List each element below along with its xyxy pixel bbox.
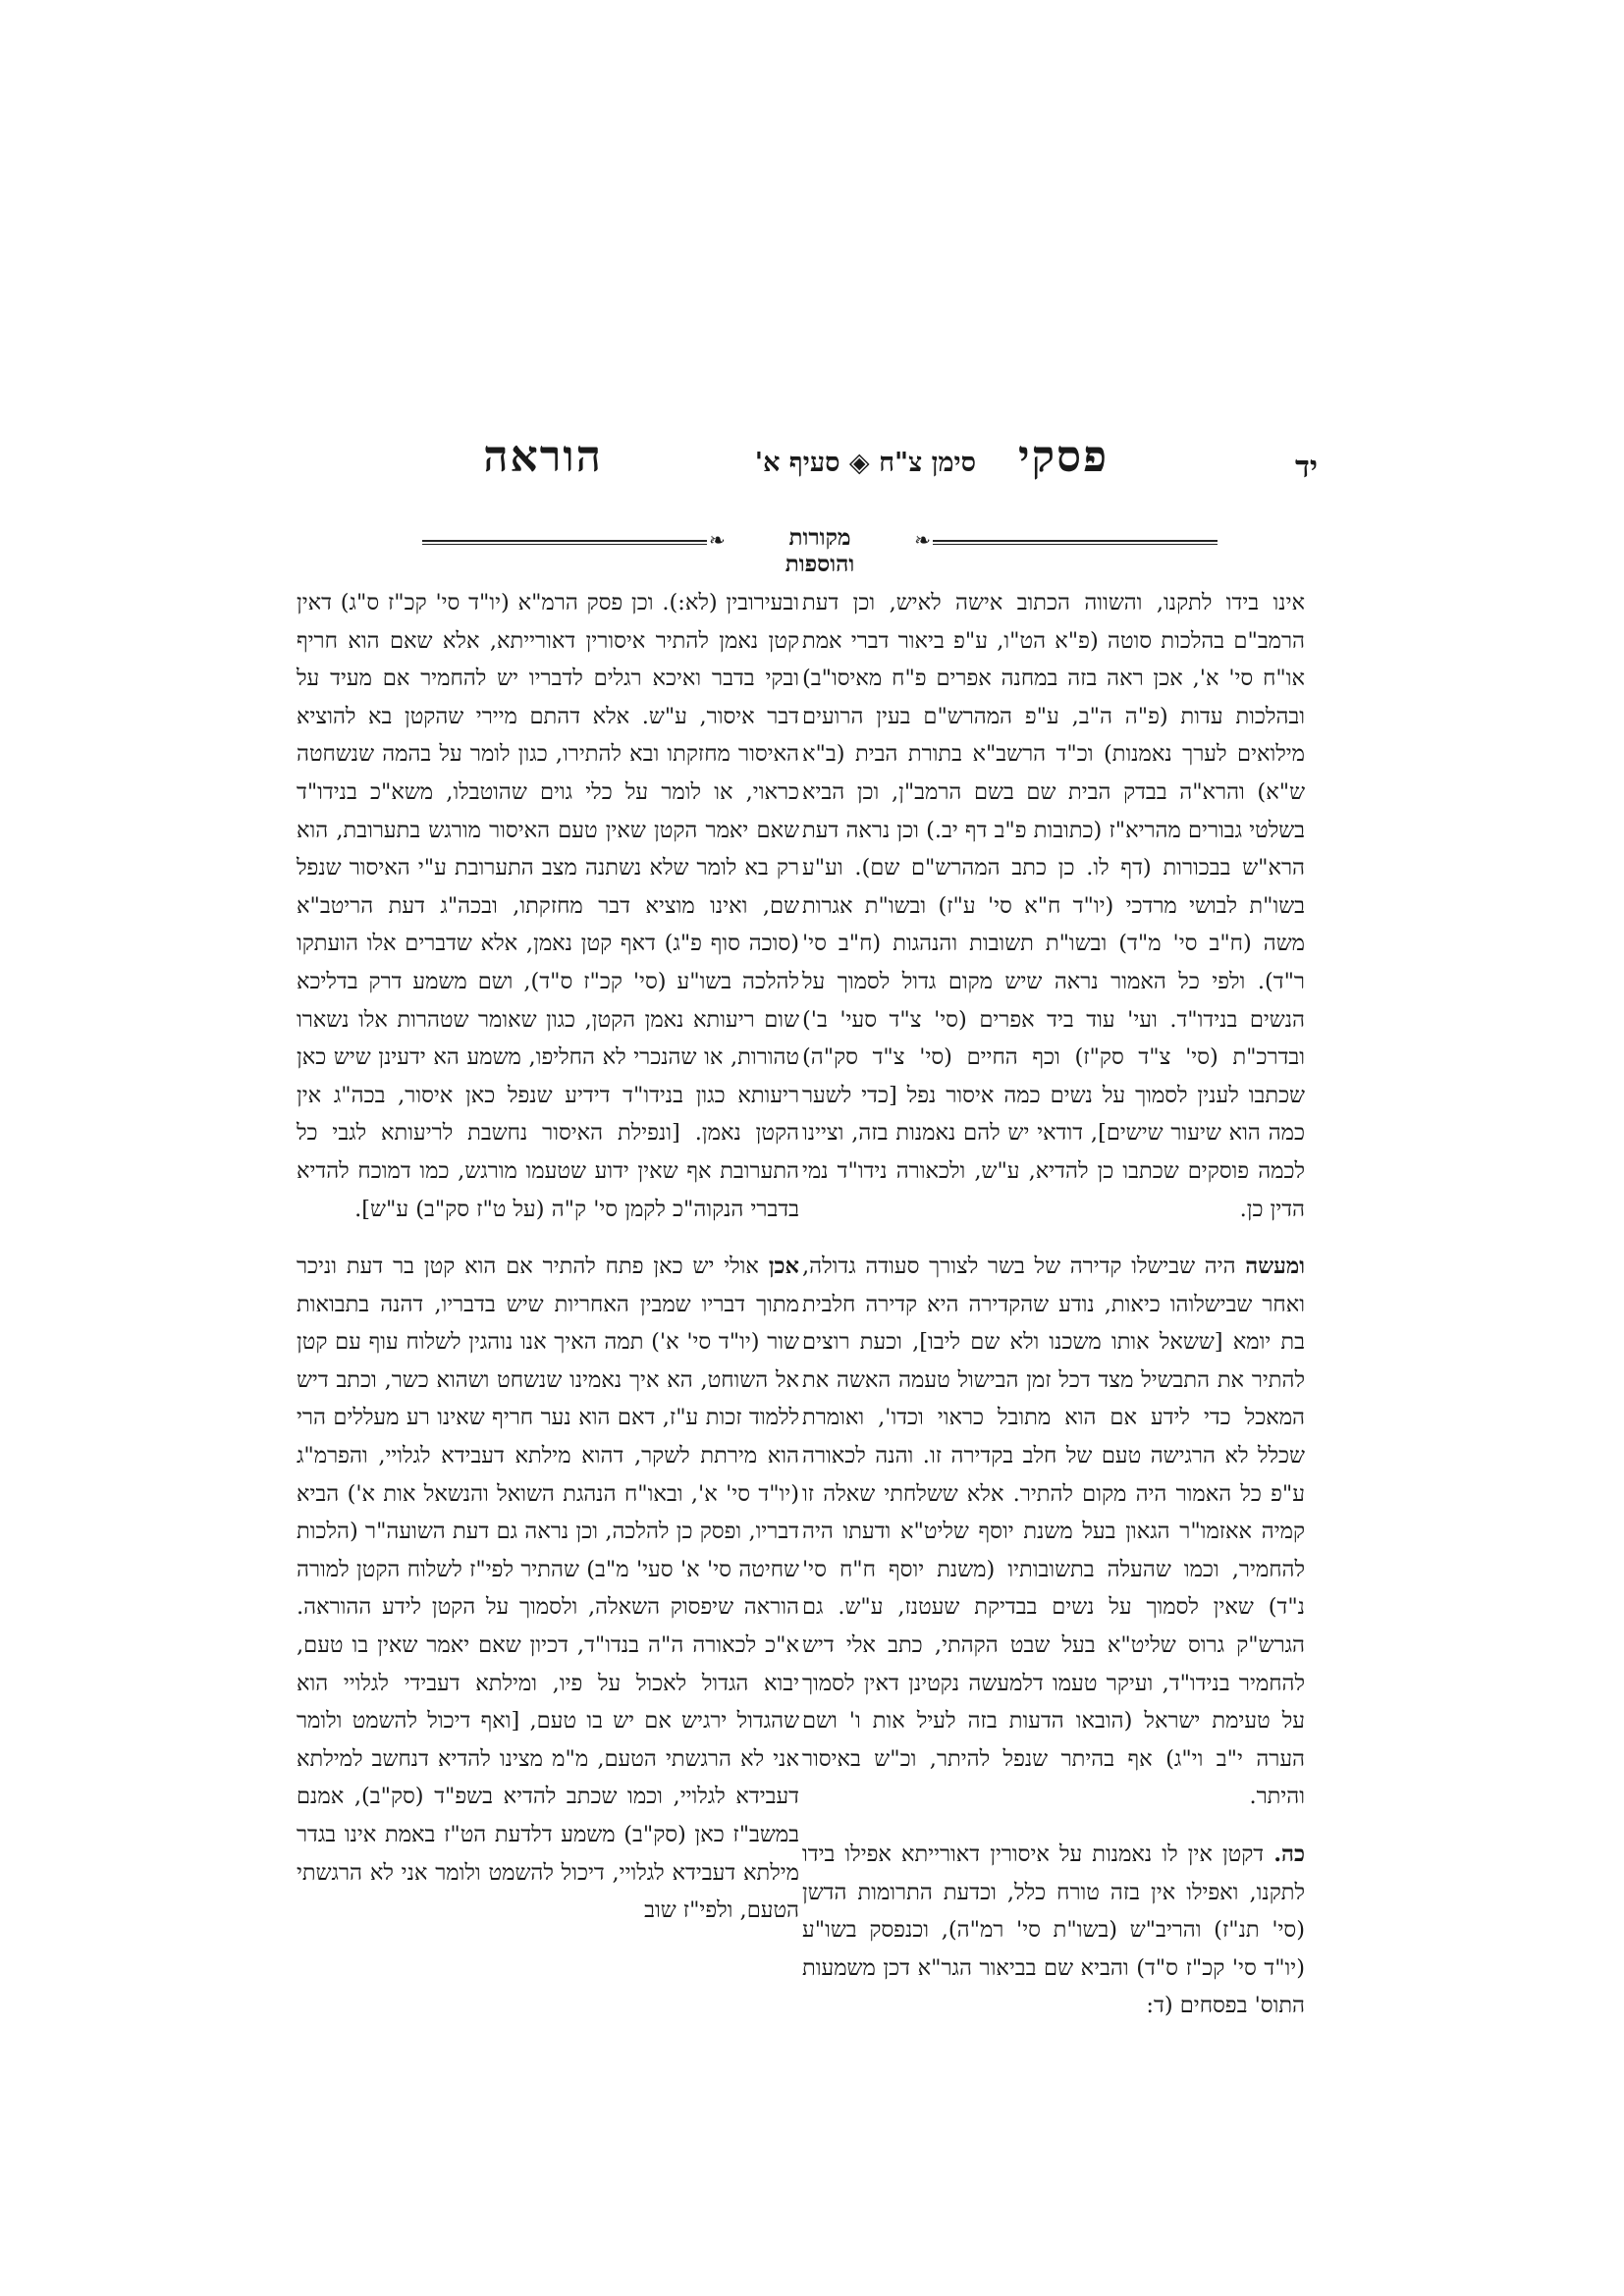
paragraph-body: אולי יש כאן פתח להתיר אם הוא קטן בר דעת וניכר מתוך דבריו שמבין האחריות שיש בדבריו, דהנה בתבואות שור (יו"ד סי' א') תמה האיך אנו נוהגין לשלוח עוף עם קטן אל השוחט, הא איך נאמינו שנשחט ושהוא כשר, וכתב דיש ללמוד זכות ע"ז, דאם הוא נער חריף שאינו רע מעללים הרי הוא מירתת לשקר, דהוא מילתא דעבידא לגלויי, והפרמ"ג (יו"ד סי' א', ובאו"ח הנהגת השואל והנשאל אות א') הביא דבריו, ופסק כן להלכה, וכן נראה גם דעת השועה"ר (הלכות שחיטה סי' א' סעי' מ"ב) שהתיר לפי"ז לשלוח הקטן למורה הוראה שיפסוק השאלה, ולסמוך על הקטן לידע ההוראה. א"כ לכאורה ה"ה בנדו"ד, דכיון שאם יאמר שאין בו טעם, יבוא הגדול לאכול על פיו, ומילתא דעבידי לגלויי הוא שהגדול ירגיש אם יש בו טעם, [ואף דיכול להשמט ולומר אני לא הרגשתי הטעם, מ"מ מצינו להדיא דנחשב למילתא דעבידא לגלויי, וכמו שכתב להדיא בשפ"ד (סק"ב), אמנם במשב"ז כאן (סק"ב) משמע דלדעת הט"ז באמת אינו בגדר מילתא דעבידא לגלויי, דיכול להשמט ולומר אני לא הרגשתי הטעם, ולפי"ז שוב xyxy=(297,1254,799,1924)
header-rule-right xyxy=(933,540,1218,545)
right-paragraph-2 xyxy=(802,1248,1305,1816)
left-paragraph-1: ובעירובין (לא:). וכן פסק הרמ"א (יו"ד סי' קכ"ז ס"ג) דאין קטן נאמן להתיר איסורין דאורייתא, אלא שאם הוא חריף ובקי בדבר ואיכא רגלים לדבריו יש להחמיר אם מעיד על דבר איסור, ע"ש. אלא דהתם מיירי שהקטן בא להוציא האיסור מחזקתו ובא להתירו, כגון לומר על בהמה שנשחטה כראוי, או לומר על כלי גוים שהוטבלו, משא"כ בנידו"ד שאם יאמר הקטן שאין טעם האיסור מורגש בתערובת, הוא רק בא לומר שלא נשתנה מצב התערובת ע"י האיסור שנפל שם, ואינו מוציא דבר מחזקתו, ובכה"ג דעת הריטב"א (סוכה סוף פ"ג) דאף קטן נאמן, אלא שדברים אלו הועתקו להלכה בשו"ע (סי' קכ"ז ס"ד), ושם משמע דרק בדליכא שום ריעותא נאמן הקטן, כגון שאומר שטהרות אלו נשארו טהורות, או שהנכרי לא החליפו, משמע הא ידעינן שיש כאן ריעותא כגון בנידו"ד דידיע שנפל כאן איסור, בכה"ג אין הקטן נאמן. [ונפילת האיסור נחשבת לריעותא לגבי כל התערובת אף שאין ידוע שטעמו מורגש, כמו דמוכח להדיא בדברי הנקוה"כ לקמן סי' ק"ה (על ט"ז סק"ב) ע"ש]. xyxy=(297,590,799,1222)
right-paragraph-1: אינו בידו לתקנו, והשווה הכתוב אישה לאיש, וכן דעת הרמב"ם בהלכות סוטה (פ"א הט"ו, ע"פ ביאור דברי אמת או"ח סי' א', אכן ראה בזה במחנה אפרים פ"ח מאיסו"ב) ובהלכות עדות (פ"ה ה"ב, ע"פ המהרש"ם בעין הרועים מילואים לערך נאמנות) וכ"ד הרשב"א בתורת הבית (ב"א ש"א) והרא"ה בבדק הבית שם בשם הרמב"ן, וכן הביא בשלטי גבורים מהריא"ז (כתובות פ"ב דף יב.) וכן נראה דעת הרא"ש בבכורות (דף לו. כן כתב המהרש"ם שם). וע"ע בשו"ת לבושי מרדכי (יו"ד ח"א סי' ע"ז) ובשו"ת אגרות משה (ח"ב סי' מ"ד) ובשו"ת תשובות והנהגות (ח"ב סי' ר"ד). ולפי כל האמור נראה שיש מקום גדול לסמוך על הנשים בנידו"ד. ועי' עוד ביד אפרים (סי' צ"ד סעי' ב') ובדרכ"ת (סי' צ"ד סק"ז) וכף החיים (סי' צ"ד סק"ה) שכתבו לענין לסמוך על נשים כמה איסור נפל [כדי לשער כמה הוא שיעור שישים], דודאי יש להם נאמנות בזה, וציינו לכמה פוסקים שכתבו כן להדיא, ע"ש, ולכאורה נידו"ד נמי הדין כן. xyxy=(802,590,1305,1222)
ornament-icon: ❧ xyxy=(709,528,726,552)
paragraph-lead: אכן xyxy=(768,1254,799,1280)
paragraph-body: דקטן אין לו נאמנות על איסורין דאורייתא אפילו בידו לתקנו, ואפילו אין בזה טורח כלל, וכדעת התרומות הדשן (סי' תנ"ז) והריב"ש (בשו"ת סי' רמ"ה), וכנפסק בשו"ע (יו"ד סי' קכ"ז ס"ד) והביא שם בביאור הגר"א דכן משמעות התוס' בפסחים (ד: xyxy=(802,1842,1305,2019)
section-header xyxy=(422,524,1218,577)
section-header-label: מקורות והוספות xyxy=(785,524,855,577)
ornament-icon: ❧ xyxy=(914,528,931,552)
paragraph-body: היה שבישלו קדירה של בשר לצורך סעודה גדולה, ואחר שבישלוהו כיאות, נודע שהקדירה היא קדירה חלבית בת יומא [ששאל אותו משכנו ולא שם ליבו], וכעת רוצים להתיר את התבשיל מצד דכל זמן הבישול טעמה האשה את המאכל כדי לידע אם הוא מתובל כראוי וכדו', ואומרת שכלל לא הרגישה טעם של חלב בקדירה זו. והנה לכאורה ע"פ כל האמור היה מקום להתיר. אלא ששלחתי שאלה זו קמיה אאזמו"ר הגאון בעל משנת יוסף שליט"א ודעתו היה להחמיר, וכמו שהעלה בתשובותיו (משנת יוסף ח"ח סי' נ"ד) שאין לסמוך על נשים בבדיקת שעטנז, ע"ש. גם הגרש"ק גרוס שליט"א בעל שבט הקהתי, כתב אלי דיש להחמיר בנידו"ד, ועיקר טעמו דלמעשה נקטינן דאין לסמוך על טעימת ישראל (הובאו הדעות בזה לעיל אות ו' ושם הערה י"ב וי"ג) אף בהיתר שנפל להיתר, וכ"ש באיסור והיתר. xyxy=(802,1254,1305,1810)
right-paragraph-3 xyxy=(802,1836,1305,2025)
left-column xyxy=(297,584,799,1930)
header-rule-left xyxy=(422,540,707,545)
running-section: סימן צ"ח ◈ סעיף א' xyxy=(754,448,976,478)
paragraph-lead: כה. xyxy=(1273,1842,1305,1867)
paragraph-lead: ומעשה xyxy=(1245,1254,1305,1280)
right-column xyxy=(802,584,1305,2025)
running-title-left: הוראה xyxy=(483,432,603,482)
running-title-right: פסקי xyxy=(1017,432,1109,482)
page-number: יד xyxy=(1294,450,1318,485)
left-paragraph-2 xyxy=(297,1248,799,1930)
